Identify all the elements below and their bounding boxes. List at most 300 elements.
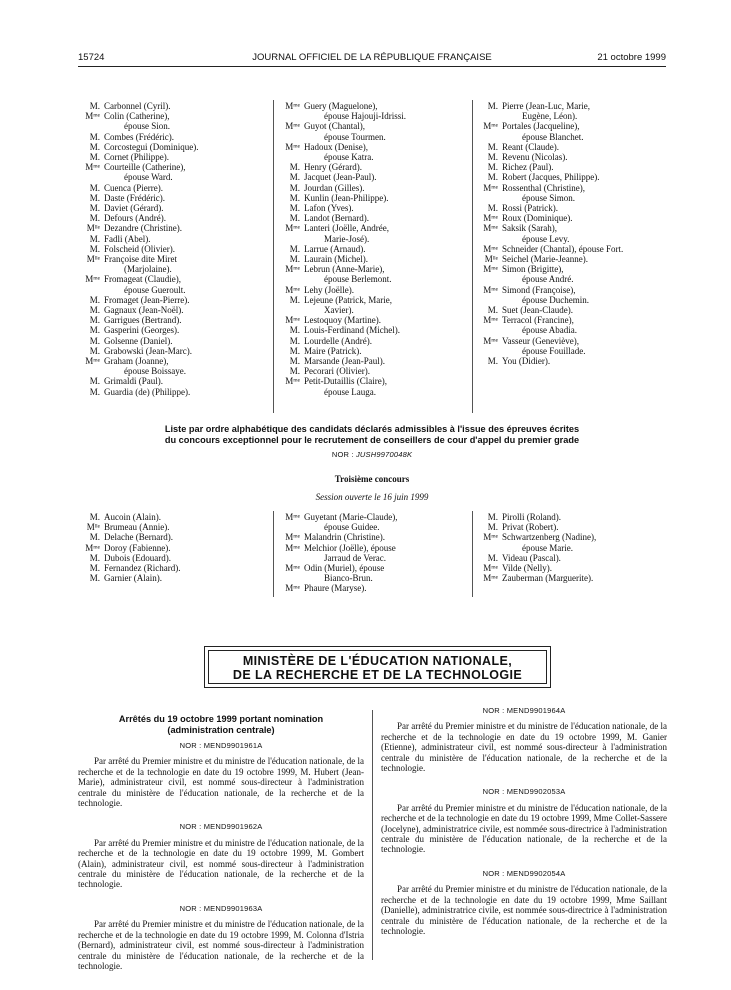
list-item: [278, 563, 468, 583]
person-name: Cuenca (Pierre).: [104, 182, 163, 193]
person-name: Gasperini (Georges).: [104, 325, 180, 336]
civility-title: M.: [89, 192, 100, 203]
person-name: Dezandre (Christine).: [104, 223, 182, 234]
list-item: [78, 142, 268, 152]
list-item: [278, 172, 468, 182]
civility-title: M.: [89, 512, 100, 522]
civility-title: M.: [89, 213, 100, 224]
list-item: [78, 563, 268, 573]
name-continuation: (Marjolaine).: [124, 264, 172, 275]
civility-title: M.: [89, 325, 100, 336]
person-name: Richez (Paul).: [502, 162, 554, 173]
list-item: [476, 563, 668, 573]
civility-title: M.: [89, 345, 100, 356]
person-name: You (Didier).: [502, 356, 551, 367]
civility-title: M.: [89, 182, 100, 193]
list-item: [78, 512, 268, 522]
civility-title: Mᵐᵉ: [483, 213, 498, 224]
civility-title: Mᵐᵉ: [285, 223, 300, 234]
arrete-paragraph: Par arrêté du Premier ministre et du ministre de l'éducation nationale, de la recherche et de la technologie en date du 19 octobre 1999, M. Hubert (Jean-Marie), administrateur civil, est nommé sous-directeur à l'administration centrale du ministère de l'éducation nationale, de la recherche et de la technologie.: [78, 756, 364, 809]
person-name: Brumeau (Annie).: [104, 522, 170, 533]
list-item: [278, 583, 468, 593]
person-name: Graham (Joanne),: [104, 356, 169, 367]
section-title-line-2: du concours exceptionnel pour le recrutement de conseillers de cour d'appel du premier grade: [164, 435, 580, 445]
civility-title: Mᵐᵉ: [285, 512, 300, 522]
list-item: [78, 573, 268, 583]
nor-reference: NOR : MEND9901963A: [179, 903, 263, 913]
person-name: Colin (Catherine),: [104, 111, 170, 122]
civility-title: M.: [89, 532, 100, 543]
list-item: [476, 101, 668, 121]
column-divider: [472, 100, 473, 413]
list-item: [78, 223, 268, 233]
list-item: [78, 254, 268, 274]
section-title-line-1: Liste par ordre alphabétique des candidats déclarés admissibles à l'issue des épreuves écrites: [164, 424, 580, 434]
list-item: [278, 121, 468, 141]
list-item: [78, 532, 268, 542]
civility-title: M.: [487, 512, 498, 522]
list-item: [78, 553, 268, 563]
person-name: Lestoquoy (Martine).: [304, 315, 381, 326]
list-item: [78, 244, 268, 254]
person-name: Terracol (Francine),: [502, 315, 574, 326]
list1-column-1: [78, 101, 268, 397]
civility-title: M.: [487, 522, 498, 533]
person-name: Dubois (Edouard).: [104, 552, 171, 563]
list-item: [278, 366, 468, 376]
person-name: Garrigues (Bertrand).: [104, 315, 182, 326]
civility-title: Mᵐᵉ: [483, 532, 498, 543]
civility-title: M.: [89, 376, 100, 387]
person-name: Gagnaux (Jean-Noël).: [104, 305, 184, 316]
civility-title: M.: [89, 573, 100, 584]
name-continuation: épouse Hajouji-Idrissi.: [324, 111, 406, 122]
list-item: [278, 193, 468, 203]
list-item: [476, 285, 668, 305]
ministry-line-2: DE LA RECHERCHE ET DE LA TECHNOLOGIE: [232, 668, 523, 682]
nor-reference: NOR : MEND9902054A: [482, 868, 566, 878]
list-item: [476, 305, 668, 315]
person-name: Pirolli (Roland).: [502, 512, 561, 522]
list-item: [476, 532, 668, 552]
nor-reference: NOR : MEND9902053A: [482, 787, 566, 797]
civility-title: M.: [289, 213, 300, 224]
concours-title: Troisième concours: [334, 474, 410, 484]
list-item: [476, 315, 668, 335]
person-name: Suet (Jean-Claude).: [502, 305, 573, 316]
person-name: Lourdelle (André).: [304, 335, 372, 346]
person-name: Daviet (Gérard).: [104, 203, 164, 214]
name-continuation: épouse Duchemin.: [522, 294, 589, 305]
list2-column-1: [78, 512, 268, 583]
person-name: Golsenne (Daniel).: [104, 335, 173, 346]
list-item: [278, 532, 468, 542]
civility-title: Mᵐᵉ: [483, 284, 498, 295]
person-name: Roux (Dominique).: [502, 213, 573, 224]
person-name: Odin (Muriel), épouse: [304, 563, 385, 574]
person-name: Vilde (Nelly).: [502, 563, 552, 574]
civility-title: M.: [289, 172, 300, 183]
name-continuation: épouse Berlemont.: [324, 274, 392, 285]
list-item: [278, 295, 468, 315]
list-item: [476, 573, 668, 583]
civility-title: Mᵐᵉ: [285, 532, 300, 543]
nor-code: JUSH9970048K: [355, 450, 413, 459]
list-item: [278, 376, 468, 396]
list-item: [278, 315, 468, 325]
person-name: Garnier (Alain).: [104, 573, 162, 584]
person-name: Grimaldi (Paul).: [104, 376, 163, 387]
person-name: Fadli (Abel).: [104, 233, 151, 244]
person-name: Phaure (Maryse).: [304, 583, 367, 594]
civility-title: M.: [89, 552, 100, 563]
name-continuation: épouse Gueroult.: [124, 284, 186, 295]
civility-title: M.: [89, 131, 100, 142]
name-continuation: épouse Boissaye.: [124, 366, 186, 377]
person-name: Aucoin (Alain).: [104, 512, 161, 522]
ministry-line-1: MINISTÈRE DE L'ÉDUCATION NATIONALE,: [242, 654, 513, 668]
column-divider: [273, 511, 274, 597]
person-name: Daste (Frédéric).: [104, 192, 165, 203]
name-continuation: épouse Simon.: [522, 192, 575, 203]
name-continuation: épouse Sion.: [124, 121, 170, 132]
list-item: [278, 223, 468, 243]
civility-title: Mᵐᵉ: [85, 162, 100, 173]
person-name: Jacquet (Jean-Paul).: [304, 172, 377, 183]
person-name: Doroy (Fabienne).: [104, 542, 171, 553]
list2-column-3: [476, 512, 668, 583]
civility-title: M.: [289, 294, 300, 305]
list-item: [78, 162, 268, 182]
civility-title: M.: [487, 101, 498, 111]
person-name: Pecorari (Olivier).: [304, 366, 370, 377]
person-name: Seichel (Marie-Jeanne).: [502, 254, 588, 265]
civility-title: Mᵐᵉ: [85, 274, 100, 285]
list-item: [476, 121, 668, 141]
column-divider: [372, 710, 373, 960]
list-item: [78, 315, 268, 325]
arretes-title-line-2: (administration centrale): [167, 724, 275, 735]
civility-title: M.: [487, 172, 498, 183]
person-name: Privat (Robert).: [502, 522, 559, 533]
civility-title: Mᵐᵉ: [85, 356, 100, 367]
arretes-title-line-1: Arrêtés du 19 octobre 1999 portant nomination: [118, 714, 324, 724]
header-rule: [78, 66, 666, 67]
list-item: [278, 264, 468, 284]
nor-reference: NOR : MEND9901961A: [179, 741, 263, 750]
list-item: [476, 213, 668, 223]
name-continuation: Xavier).: [324, 305, 354, 316]
list-item: [78, 213, 268, 223]
civility-title: M.: [289, 366, 300, 377]
civility-title: M.: [89, 386, 100, 397]
arrete-paragraph: Par arrêté du Premier ministre et du ministre de l'éducation nationale, de la recherche et de la technologie en date du 19 octobre 1999, M. Ganier (Etienne), administrateur civil, est nommé sous-directeur à l'administration centrale du ministère de l'éducation nationale, de la recherche et de la technologie.: [381, 721, 667, 774]
civility-title: Mᵐᵉ: [483, 315, 498, 326]
civility-title: Mˡˡᵉ: [86, 522, 100, 533]
list-item: [476, 356, 668, 366]
person-name: Laurain (Michel).: [304, 254, 368, 265]
list-item: [78, 325, 268, 335]
person-name: Guery (Maguelone),: [304, 101, 378, 111]
arrete-paragraph: Par arrêté du Premier ministre et du ministre de l'éducation nationale, de la recherche et de la technologie en date du 19 octobre 1999, M. Colonna d'Istria (Bernard), administrateur civil, est nommé sous-directeur à l'administration centrale du ministère de l'éducation nationale, de la recherche et de la technologie.: [78, 919, 364, 971]
list-item: [476, 336, 668, 356]
person-name: Rossenthal (Christine),: [502, 182, 585, 193]
person-name: Robert (Jacques, Philippe).: [502, 172, 600, 183]
ministry-box: [204, 646, 551, 688]
arrete-paragraph: Par arrêté du Premier ministre et du ministre de l'éducation nationale, de la recherche et de la technologie en date du 19 octobre 1999, M. Gombert (Alain), administrateur civil, est nommé sous-directeur à l'administration centrale du ministère de l'éducation nationale, de la recherche et de la technologie.: [78, 837, 364, 890]
name-continuation: épouse Lauga.: [324, 386, 376, 397]
person-name: Revenu (Nicolas).: [502, 152, 568, 163]
list-item: [278, 142, 468, 162]
person-name: Folscheid (Olivier).: [104, 243, 175, 254]
list-item: [278, 101, 468, 121]
name-continuation: épouse Marie.: [522, 542, 573, 553]
civility-title: M.: [289, 192, 300, 203]
name-continuation: Marie-José).: [324, 233, 370, 244]
list-item: [78, 543, 268, 553]
civility-title: M.: [289, 345, 300, 356]
list-item: [78, 152, 268, 162]
civility-title: M.: [89, 152, 100, 163]
person-name: Fromaget (Jean-Pierre).: [104, 294, 190, 305]
list-item: [78, 376, 268, 386]
civility-title: M.: [487, 162, 498, 173]
person-name: Guyetant (Marie-Claude),: [304, 512, 398, 522]
list-item: [476, 264, 668, 284]
civility-title: M.: [289, 254, 300, 265]
civility-title: Mᵐᵉ: [285, 264, 300, 275]
list-item: [78, 111, 268, 131]
list-item: [278, 162, 468, 172]
person-name: Hadoux (Denise),: [304, 141, 368, 152]
person-name: Vasseur (Geneviève),: [502, 335, 579, 346]
journal-title: JOURNAL OFFICIEL DE LA RÉPUBLIQUE FRANÇAISE: [252, 52, 492, 63]
list-item: [78, 346, 268, 356]
person-name: Melchior (Joëlle), épouse: [304, 542, 396, 553]
person-name: Landot (Bernard).: [304, 213, 369, 224]
civility-title: Mᵐᵉ: [285, 583, 300, 594]
list-item: [476, 522, 668, 532]
list-item: [476, 183, 668, 203]
list-item: [278, 512, 468, 532]
civility-title: M.: [289, 243, 300, 254]
person-name: Rossi (Patrick).: [502, 203, 558, 214]
name-continuation: épouse Fouillade.: [522, 345, 586, 356]
civility-title: Mᵐᵉ: [285, 376, 300, 387]
list-item: [476, 172, 668, 182]
list-item: [78, 305, 268, 315]
person-name: Saksik (Sarah),: [502, 223, 557, 234]
civility-title: Mᵐᵉ: [483, 573, 498, 584]
civility-title: Mᵐᵉ: [483, 563, 498, 574]
list-item: [278, 203, 468, 213]
civility-title: Mᵐᵉ: [285, 315, 300, 326]
person-name: Marsande (Jean-Paul).: [304, 356, 385, 367]
person-name: Videau (Pascal).: [502, 552, 561, 563]
session-line: Session ouverte le 16 juin 1999: [315, 492, 429, 502]
list-item: [278, 183, 468, 193]
page-header: [78, 52, 666, 66]
name-continuation: épouse Abadia.: [522, 325, 577, 336]
list-item: [278, 325, 468, 335]
list-item: [78, 101, 268, 111]
column-divider: [273, 100, 274, 413]
name-continuation: épouse Ward.: [124, 172, 173, 183]
nor-label: NOR :: [331, 450, 354, 459]
civility-title: M.: [89, 294, 100, 305]
person-name: Fromageat (Claudie),: [104, 274, 181, 285]
name-continuation: Jarraud de Verac.: [324, 552, 387, 563]
list1-column-3: [476, 101, 668, 366]
civility-title: Mᵐᵉ: [483, 223, 498, 234]
list-item: [78, 387, 268, 397]
issue-date: 21 octobre 1999: [597, 52, 666, 63]
civility-title: M.: [289, 162, 300, 173]
list-item: [78, 234, 268, 244]
list-item: [278, 346, 468, 356]
name-continuation: Eugène, Léon).: [522, 111, 578, 122]
list-item: [476, 223, 668, 243]
list-item: [278, 356, 468, 366]
person-name: Pierre (Jean-Luc, Marie,: [502, 101, 590, 111]
civility-title: M.: [289, 182, 300, 193]
civility-title: M.: [89, 315, 100, 326]
civility-title: M.: [487, 305, 498, 316]
person-name: Zauberman (Marguerite).: [502, 573, 594, 584]
civility-title: M.: [487, 152, 498, 163]
civility-title: M.: [89, 335, 100, 346]
section-nor: [78, 450, 666, 459]
person-name: Petit-Dutaillis (Claire),: [304, 376, 387, 387]
civility-title: M.: [89, 563, 100, 574]
arrete-paragraph: Par arrêté du Premier ministre et du ministre de l'éducation nationale, de la recherche et de la technologie en date du 19 octobre 1999, Mme Collet-Sassere (Jocelyne), administratrice civile, est nommée sous-directrice à l'administration centrale du ministère de l'éducation nationale, de la recherche et de la technologie.: [381, 802, 667, 855]
person-name: Portales (Jacqueline),: [502, 121, 580, 132]
name-continuation: épouse Blanchet.: [522, 131, 584, 142]
civility-title: Mᵐᵉ: [285, 101, 300, 111]
person-name: Schwartzenberg (Nadine),: [502, 532, 597, 543]
list-item: [476, 152, 668, 162]
civility-title: M.: [487, 203, 498, 214]
list-item: [278, 285, 468, 295]
list-item: [476, 162, 668, 172]
civility-title: M.: [289, 356, 300, 367]
list-item: [476, 553, 668, 563]
civility-title: Mᵐᵉ: [85, 111, 100, 122]
list-item: [278, 543, 468, 563]
person-name: Schneider (Chantal), épouse Fort.: [502, 243, 624, 254]
person-name: Lehy (Joëlle).: [304, 284, 354, 295]
civility-title: Mᵐᵉ: [285, 121, 300, 132]
civility-title: Mᵐᵉ: [285, 141, 300, 152]
list-item: [278, 244, 468, 254]
civility-title: Mᵐᵉ: [85, 542, 100, 553]
page-number: 15724: [78, 52, 105, 63]
name-continuation: épouse Tourmen.: [324, 131, 386, 142]
civility-title: Mˡˡᵉ: [484, 254, 498, 265]
list-item: [476, 254, 668, 264]
civility-title: M.: [89, 203, 100, 214]
civility-title: Mᵐᵉ: [483, 243, 498, 254]
list-item: [78, 336, 268, 346]
person-name: Fernandez (Richard).: [104, 563, 181, 574]
civility-title: M.: [89, 141, 100, 152]
civility-title: Mᵐᵉ: [483, 182, 498, 193]
list-item: [78, 295, 268, 305]
list-item: [78, 132, 268, 142]
arretes-left-column: [78, 714, 364, 985]
civility-title: Mᵐᵉ: [285, 284, 300, 295]
name-continuation: Bianco-Brun.: [324, 573, 373, 584]
person-name: Larrue (Arnaud).: [304, 243, 366, 254]
civility-title: Mˡˡᵉ: [86, 223, 100, 234]
list-item: [476, 142, 668, 152]
person-name: Carbonnel (Cyril).: [104, 101, 171, 111]
person-name: Henry (Gérard).: [304, 162, 362, 173]
person-name: Lafon (Yves).: [304, 203, 354, 214]
civility-title: Mᵐᵉ: [285, 563, 300, 574]
civility-title: M.: [289, 203, 300, 214]
person-name: Delache (Bernard).: [104, 532, 173, 543]
column-divider: [472, 511, 473, 597]
person-name: Courteille (Catherine),: [104, 162, 186, 173]
list-item: [78, 203, 268, 213]
civility-title: M.: [89, 305, 100, 316]
list-item: [476, 203, 668, 213]
list-item: [476, 512, 668, 522]
civility-title: M.: [89, 243, 100, 254]
person-name: Defours (André).: [104, 213, 166, 224]
list-item: [78, 356, 268, 376]
person-name: Guyot (Chantal),: [304, 121, 365, 132]
person-name: Jourdan (Gilles).: [304, 182, 365, 193]
person-name: Simond (Françoise),: [502, 284, 576, 295]
civility-title: Mˡˡᵉ: [86, 254, 100, 265]
list-item: [78, 274, 268, 294]
list-item: [78, 183, 268, 193]
person-name: Simon (Brigitte),: [502, 264, 564, 275]
list-item: [78, 522, 268, 532]
person-name: Lebrun (Anne-Marie),: [304, 264, 385, 275]
name-continuation: épouse André.: [522, 274, 574, 285]
nor-reference: NOR : MEND9901964A: [482, 706, 566, 715]
person-name: Cornet (Philippe).: [104, 152, 169, 163]
civility-title: M.: [89, 101, 100, 111]
list1-column-2: [278, 101, 468, 397]
list-item: [278, 213, 468, 223]
civility-title: Mᵐᵉ: [483, 335, 498, 346]
person-name: Corcostegui (Dominique).: [104, 141, 199, 152]
name-continuation: épouse Katra.: [324, 152, 374, 163]
list-item: [78, 193, 268, 203]
civility-title: Mᵐᵉ: [285, 542, 300, 553]
section-title: [78, 424, 666, 446]
person-name: Reant (Claude).: [502, 141, 559, 152]
arretes-title: [78, 714, 364, 735]
civility-title: M.: [89, 233, 100, 244]
person-name: Grabowski (Jean-Marc).: [104, 345, 192, 356]
person-name: Malandrin (Christine).: [304, 532, 385, 543]
civility-title: Mᵐᵉ: [483, 264, 498, 275]
name-continuation: épouse Levy.: [522, 233, 570, 244]
list-item: [278, 336, 468, 346]
civility-title: M.: [289, 335, 300, 346]
person-name: Françoise dite Miret: [104, 254, 177, 265]
person-name: Louis-Ferdinand (Michel).: [304, 325, 400, 336]
civility-title: M.: [487, 141, 498, 152]
civility-title: M.: [487, 356, 498, 367]
person-name: Maire (Patrick).: [304, 345, 362, 356]
person-name: Lejeune (Patrick, Marie,: [304, 294, 392, 305]
